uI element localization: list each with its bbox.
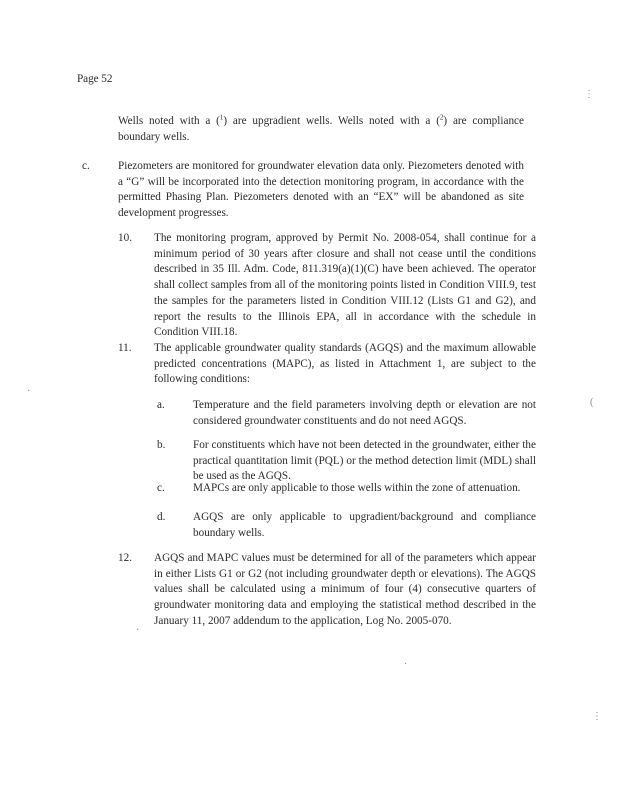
item-11d-label: d. [157,511,166,523]
item-11c-text: MAPCs are only applicable to those wells within the zone of attenuation. [193,482,521,494]
item-10-label: 10. [118,232,132,244]
wells-note [118,114,524,145]
wells-note-sup-1: 1 [219,113,224,122]
wells-note-text-3: ) are compliance boundary wells. [118,115,524,143]
item-11a-text: Temperature and the field parameters involving depth or elevation are not considered groundwater constituents and do not need AGQS. [193,399,536,427]
scan-speck: ⋮ [592,711,602,722]
item-12-text: AGQS and MAPC values must be determined for all of the parameters which appear in either Lists G1 or G2 (not including groundwater depth or elevations). The AGQS values shall be calculated using a minimum of four (4) consecutive quarters of groundwater monitoring data and employing the statistical method described in the January 11, 2007 addendum to the application, Log No. 2005-070. [154,552,536,627]
item-c-text: Piezometers are monitored for groundwater elevation data only. Piezometers denoted with a “G” will be incorporated into the detection monitoring program, in accordance with the permitted Phasing Plan. Piezometers denoted with an “EX” will be abandoned as site development progresses. [118,160,524,220]
item-11b-text: For constituents which have not been detected in the groundwater, either the practical quantitation limit (PQL) or the method detection limit (MDL) shall be used as the AGQS. [193,439,536,483]
item-11a-label: a. [157,399,165,411]
item-c-label: c. [82,160,90,172]
wells-note-sup-2: 2 [439,113,444,122]
item-11d-text: AGQS are only applicable to upgradient/background and compliance boundary wells. [193,511,536,539]
scan-speck: · [404,659,408,670]
wells-note-text-1: Wells noted with a ( [118,115,220,127]
item-12-label: 12. [118,552,132,564]
scan-speck: ( [590,397,594,408]
item-11-label: 11. [118,342,132,354]
scan-speck: · [136,625,140,636]
item-11b-label: b. [157,439,166,451]
wells-note-text-2: ) are upgradient wells. Wells noted with a ( [223,115,440,127]
item-11c-label: c. [157,482,165,494]
page-number: Page 52 [77,73,113,85]
scan-speck: · [27,386,31,397]
scan-speck: ⋮ [584,89,594,100]
item-10-text: The monitoring program, approved by Permit No. 2008-054, shall continue for a minimum period of 30 years after closure and shall not cease until the conditions described in 35 Ill. Adm. Code, 811.319(a)(1)(C) have been achieved. The operator shall collect samples from all of the monitoring points listed in Condition VIII.9, test the samples for the parameters listed in Condition VIII.12 (Lists G1 and G2), and report the results to the Illinois EPA, all in accordance with the schedule in Condition VIII.18. [154,232,536,339]
item-11-text: The applicable groundwater quality standards (AGQS) and the maximum allowable predicted concentrations (MAPC), as listed in Attachment 1, are subject to the following conditions: [154,342,536,386]
